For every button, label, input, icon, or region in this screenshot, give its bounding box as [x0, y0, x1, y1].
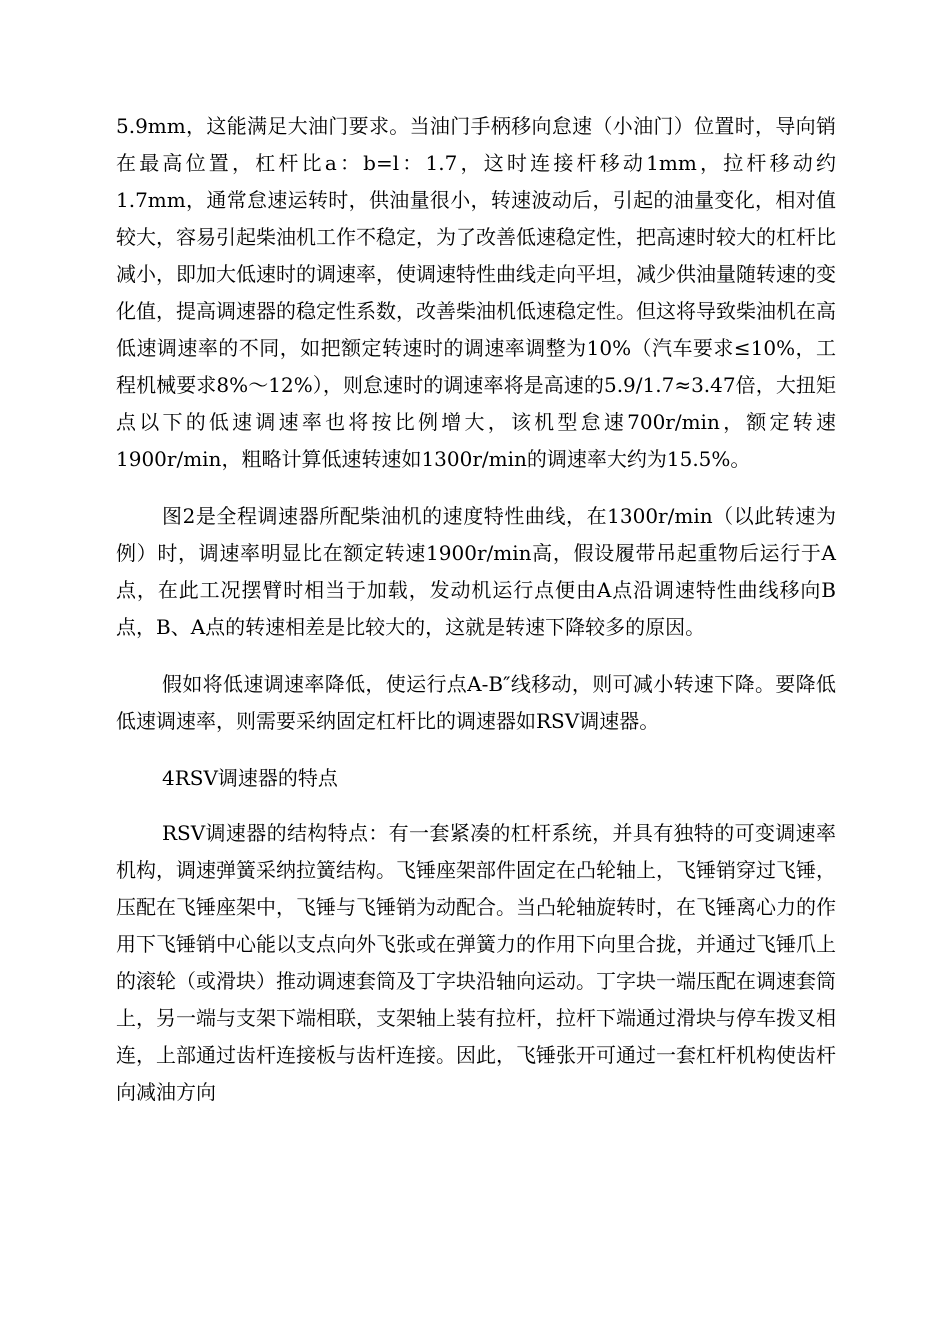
paragraph-2: 图2是全程调速器所配柴油机的速度特性曲线，在1300r/min（以此转速为例）时，调速率明显比在额定转速1900r/min高，假设履带吊起重物后运行于A点，在此工况摆臂时相当于加载，发动机运行点便由A点沿调速特性曲线移向B点，B、A点的转速相差是比较大的，这就是转速下降较多的原因。: [116, 504, 836, 639]
document-body: [116, 108, 836, 1111]
section-heading: 4RSV调速器的特点: [162, 766, 338, 790]
paragraph-3: 假如将低速调速率降低，使运行点A-B″线移动，则可减小转速下降。要降低低速调速率，则需要采纳固定杠杆比的调速器如RSV调速器。: [116, 672, 836, 733]
paragraph-1: 5.9mm，这能满足大油门要求。当油门手柄移向怠速（小油门）位置时，导向销在最高位置，杠杆比a：b=l：1.7，这时连接杆移动1mm，拉杆移动约1.7mm，通常怠速运转时，供油量很小，转速波动后，引起的油量变化，相对值较大，容易引起柴油机工作不稳定，为了改善低速稳定性，把高速时较大的杠杆比减小，即加大低速时的调速率，使调速特性曲线走向平坦，减少供油量随转速的变化值，提高调速器的稳定性系数，改善柴油机低速稳定性。但这将导致柴油机在高低速调速率的不同，如把额定转速时的调速率调整为10%（汽车要求≤10%，工程机械要求8%～12%），则怠速时的调速率将是高速的5.9/1.7≈3.47倍，大扭矩点以下的低速调速率也将按比例增大，该机型怠速700r/min，额定转速1900r/min，粗略计算低速转速如1300r/min的调速率大约为15.5%。: [116, 114, 836, 471]
paragraph-4: RSV调速器的结构特点：有一套紧凑的杠杆系统，并具有独特的可变调速率机构，调速弹簧采纳拉簧结构。飞锤座架部件固定在凸轮轴上，飞锤销穿过飞锤，压配在飞锤座架中，飞锤与飞锤销为动配合。当凸轮轴旋转时，在飞锤离心力的作用下飞锤销中心能以支点向外飞张或在弹簧力的作用下向里合拢，并通过飞锤爪上的滚轮（或滑块）推动调速套筒及丁字块沿轴向运动。丁字块一端压配在调速套筒上，另一端与支架下端相联，支架轴上装有拉杆，拉杆下端通过滑块与停车拨叉相连，上部通过齿杆连接板与齿杆连接。因此，飞锤张开可通过一套杠杆机构使齿杆向减油方向: [116, 821, 836, 1104]
